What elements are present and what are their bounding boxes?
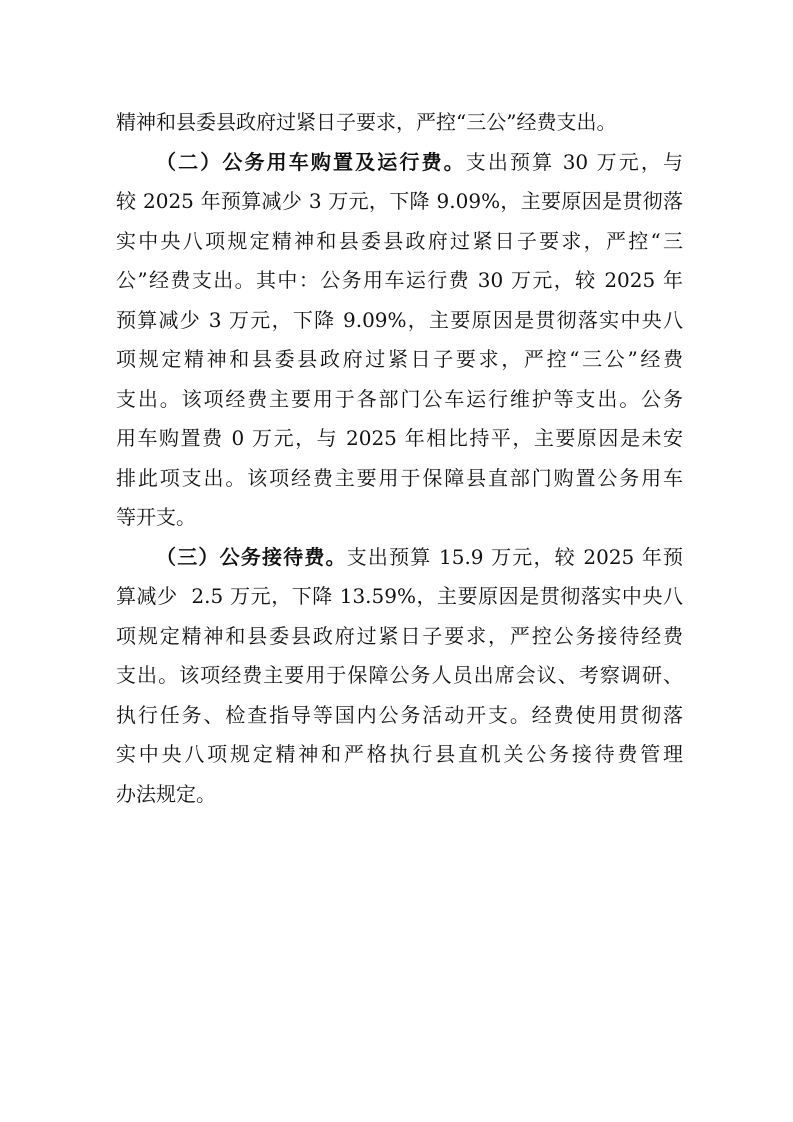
text-line: 实中央八项规定精神和县委县政府过紧日子要求，严控“三: [116, 228, 683, 253]
paragraph: [116, 538, 683, 815]
text-line: 排此项支出。该项经费主要用于保障县直部门购置公务用车: [116, 465, 683, 490]
section-heading: （二）公务用车购置及运行费。: [156, 149, 466, 174]
section-heading: （三）公务接待费。: [156, 544, 347, 569]
text-line: 实中央八项规定精神和严格执行县直机关公务接待费管理: [116, 742, 683, 766]
text-line: 等开支。: [116, 505, 196, 529]
text-line: 公”经费支出。其中：公务用车运行费 30 万元，较 2025 年: [116, 268, 683, 292]
text-line: [116, 143, 683, 183]
text-line: 支出。该项经费主要用于保障公务人员出席会议、考察调研、: [116, 663, 683, 687]
text-line: 预算减少 3 万元，下降 9.09%，主要原因是贯彻落实中央八: [116, 307, 683, 332]
text-line: 办法规定。: [116, 781, 216, 806]
text-line: 较 2025 年预算减少 3 万元，下降 9.09%，主要原因是贯彻落: [116, 189, 683, 213]
text-line: 算减少 2.5 万元，下降 13.59%，主要原因是贯彻落实中央八: [116, 584, 683, 608]
text-line: 项规定精神和县委县政府过紧日子要求，严控“三公”经费: [116, 347, 683, 371]
text-line: 执行任务、检查指导等国内公务活动开支。经费使用贯彻落: [116, 702, 683, 727]
text-line: 支出。该项经费主要用于各部门公车运行维护等支出。公务: [116, 386, 683, 411]
text-line: [116, 538, 683, 578]
text-line: 精神和县委县政府过紧日子要求，严控“三公”经费支出。: [116, 110, 617, 134]
text-line: 项规定精神和县委县政府过紧日子要求，严控公务接待经费: [116, 623, 683, 648]
text-run: 支出预算 15.9 万元，较 2025 年预: [346, 544, 684, 569]
paragraph: [116, 143, 683, 538]
paragraph: [116, 103, 683, 143]
document-body: [116, 103, 683, 814]
text-run: 支出预算 30 万元，与: [465, 149, 684, 174]
text-line: 用车购置费 0 万元，与 2025 年相比持平，主要原因是未安: [116, 426, 683, 450]
